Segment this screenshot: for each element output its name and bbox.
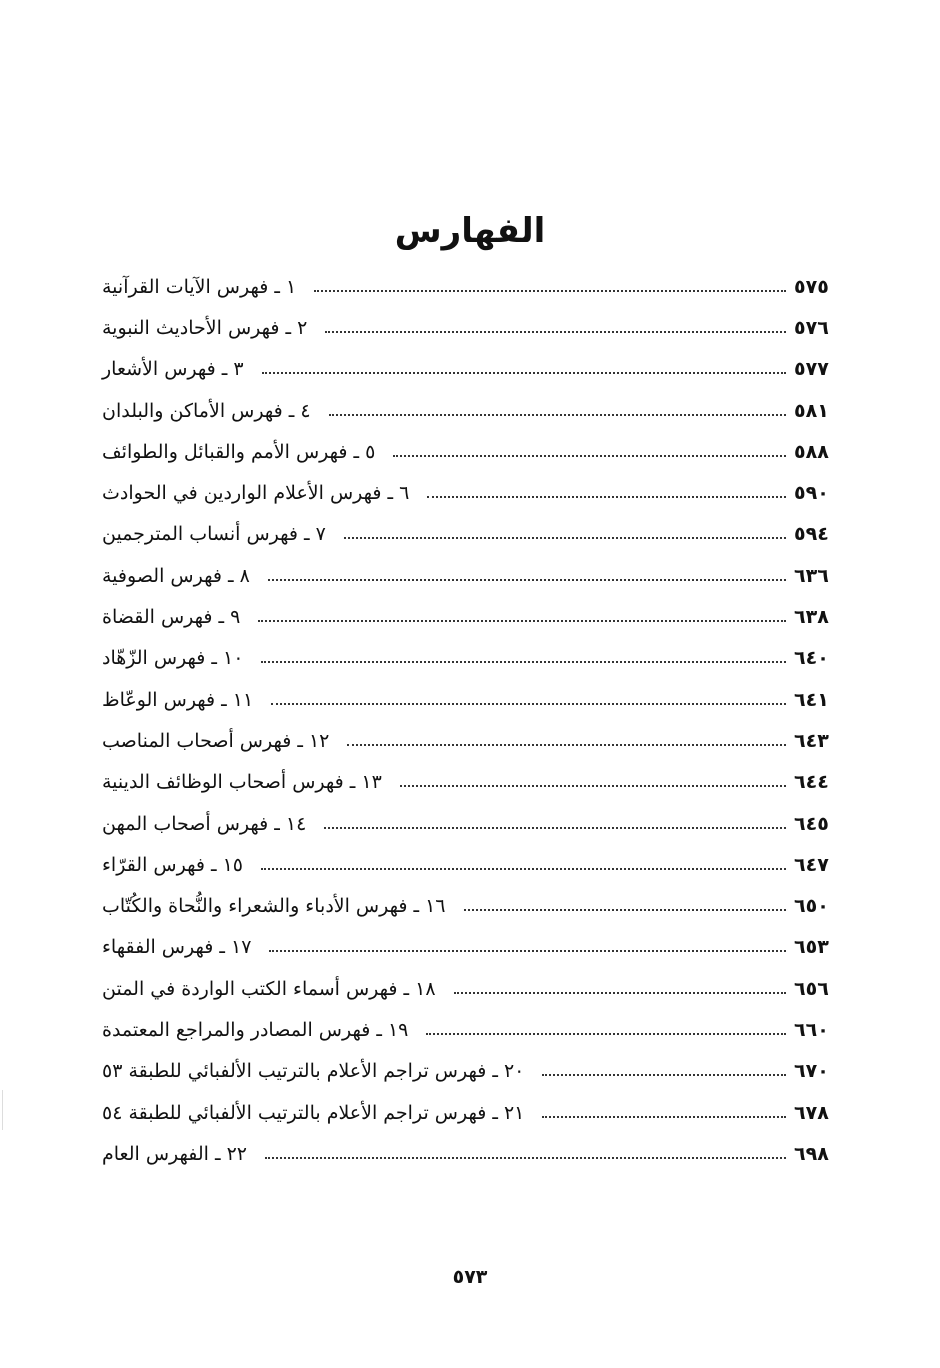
toc-entry bbox=[96, 679, 848, 720]
toc-entry bbox=[96, 720, 848, 761]
toc-entry bbox=[96, 555, 848, 596]
scan-edge-line bbox=[2, 1090, 3, 1130]
page-number: ٥٧٣ bbox=[452, 1266, 488, 1288]
dot-leader bbox=[265, 1157, 786, 1159]
toc-entry-label: ١٦ ـ فهرس الأدباء والشعراء والنُّحاة والكُتّاب bbox=[102, 895, 446, 918]
dot-leader bbox=[261, 868, 786, 870]
toc-entry bbox=[96, 1133, 848, 1174]
toc-entry bbox=[96, 844, 848, 885]
dot-leader bbox=[314, 290, 786, 292]
toc-entry bbox=[96, 1009, 848, 1050]
toc-entry bbox=[96, 1051, 848, 1092]
dot-leader bbox=[258, 620, 786, 622]
table-of-contents bbox=[96, 266, 848, 1175]
toc-entry bbox=[96, 431, 848, 472]
toc-entry-page-number: ٦٧٠ bbox=[794, 1060, 829, 1083]
toc-entry-page-number: ٥٧٥ bbox=[794, 275, 829, 298]
toc-entry-label: ٢ ـ فهرس الأحاديث النبوية bbox=[102, 316, 308, 339]
toc-entry-label: ١٩ ـ فهرس المصادر والمراجع المعتمدة bbox=[102, 1018, 409, 1041]
toc-entry bbox=[96, 472, 848, 513]
toc-entry-page-number: ٦٥٦ bbox=[794, 977, 829, 1000]
toc-entry-label: ١٤ ـ فهرس أصحاب المهن bbox=[102, 812, 307, 835]
dot-leader bbox=[542, 1116, 786, 1118]
toc-entry-label: ٨ ـ فهرس الصوفية bbox=[102, 564, 250, 587]
toc-entry bbox=[96, 1092, 848, 1133]
toc-entry-label: ٦ ـ فهرس الأعلام الواردين في الحوادث bbox=[102, 482, 410, 505]
dot-leader bbox=[400, 785, 786, 787]
toc-entry-page-number: ٦٩٨ bbox=[794, 1142, 829, 1165]
page-title: الفهارس bbox=[394, 210, 546, 251]
toc-entry-label: ١ ـ فهرس الآيات القرآنية bbox=[102, 275, 297, 298]
dot-leader bbox=[329, 414, 786, 416]
toc-entry-page-number: ٦٥٠ bbox=[794, 895, 829, 918]
toc-entry-page-number: ٥٨٨ bbox=[794, 440, 829, 463]
toc-entry-label: ١٧ ـ فهرس الفقهاء bbox=[102, 936, 252, 959]
toc-entry-label: ٢١ ـ فهرس تراجم الأعلام بالترتيب الألفبائي للطبقة ٥٤ bbox=[102, 1101, 525, 1124]
toc-entry-label: ٧ ـ فهرس أنساب المترجمين bbox=[102, 523, 326, 546]
dot-leader bbox=[347, 744, 786, 746]
toc-entry-page-number: ٦٣٦ bbox=[794, 564, 829, 587]
toc-entry bbox=[96, 596, 848, 637]
toc-entry-label: ١٥ ـ فهرس القرّاء bbox=[102, 853, 243, 876]
dot-leader bbox=[454, 992, 786, 994]
dot-leader bbox=[427, 496, 786, 498]
toc-entry-page-number: ٥٩٤ bbox=[794, 523, 829, 546]
toc-entry-label: ٥ ـ فهرس الأمم والقبائل والطوائف bbox=[102, 440, 376, 463]
toc-entry bbox=[96, 266, 848, 307]
toc-entry bbox=[96, 803, 848, 844]
toc-entry-page-number: ٦٤٥ bbox=[794, 812, 829, 835]
toc-entry bbox=[96, 968, 848, 1009]
toc-entry-label: ١١ ـ فهرس الوعّاظ bbox=[102, 688, 254, 711]
toc-entry-label: ٣ ـ فهرس الأشعار bbox=[102, 358, 244, 381]
toc-entry bbox=[96, 514, 848, 555]
toc-entry bbox=[96, 349, 848, 390]
toc-entry-label: ١٢ ـ فهرس أصحاب المناصب bbox=[102, 729, 330, 752]
dot-leader bbox=[262, 372, 786, 374]
dot-leader bbox=[393, 455, 786, 457]
toc-entry-page-number: ٦٤٧ bbox=[794, 853, 829, 876]
toc-entry-page-number: ٦٦٠ bbox=[794, 1018, 829, 1041]
dot-leader bbox=[464, 909, 786, 911]
dot-leader bbox=[325, 331, 786, 333]
toc-entry-page-number: ٥٧٧ bbox=[794, 358, 829, 381]
toc-entry-page-number: ٥٧٦ bbox=[794, 316, 829, 339]
toc-entry-page-number: ٦٤٠ bbox=[794, 647, 829, 670]
toc-entry bbox=[96, 307, 848, 348]
toc-entry-label: ١٣ ـ فهرس أصحاب الوظائف الدينية bbox=[102, 771, 382, 794]
toc-entry bbox=[96, 762, 848, 803]
toc-entry-label: ٤ ـ فهرس الأماكن والبلدان bbox=[102, 399, 311, 422]
toc-entry bbox=[96, 885, 848, 926]
toc-entry-label: ٢٠ ـ فهرس تراجم الأعلام بالترتيب الألفبائي للطبقة ٥٣ bbox=[102, 1060, 525, 1083]
toc-entry bbox=[96, 390, 848, 431]
dot-leader bbox=[324, 827, 786, 829]
toc-entry bbox=[96, 638, 848, 679]
dot-leader bbox=[271, 703, 786, 705]
toc-entry-page-number: ٦٤١ bbox=[794, 688, 829, 711]
dot-leader bbox=[344, 537, 786, 539]
toc-entry-page-number: ٦٧٨ bbox=[794, 1101, 829, 1124]
toc-entry-label: ١٠ ـ فهرس الزّهّاد bbox=[102, 647, 244, 670]
toc-entry-page-number: ٦٤٤ bbox=[794, 771, 829, 794]
toc-entry-page-number: ٦٣٨ bbox=[794, 606, 829, 629]
toc-entry-label: ١٨ ـ فهرس أسماء الكتب الواردة في المتن bbox=[102, 977, 436, 1000]
dot-leader bbox=[261, 661, 786, 663]
toc-entry-page-number: ٥٩٠ bbox=[794, 482, 829, 505]
toc-entry-page-number: ٥٨١ bbox=[794, 399, 829, 422]
toc-entry-label: ٩ ـ فهرس القضاة bbox=[102, 606, 241, 629]
toc-entry-page-number: ٦٥٣ bbox=[794, 936, 829, 959]
dot-leader bbox=[268, 579, 786, 581]
dot-leader bbox=[542, 1074, 786, 1076]
toc-entry-label: ٢٢ ـ الفهرس العام bbox=[102, 1142, 248, 1165]
toc-entry-page-number: ٦٤٣ bbox=[794, 729, 829, 752]
toc-entry bbox=[96, 927, 848, 968]
dot-leader bbox=[426, 1033, 786, 1035]
dot-leader bbox=[269, 950, 786, 952]
